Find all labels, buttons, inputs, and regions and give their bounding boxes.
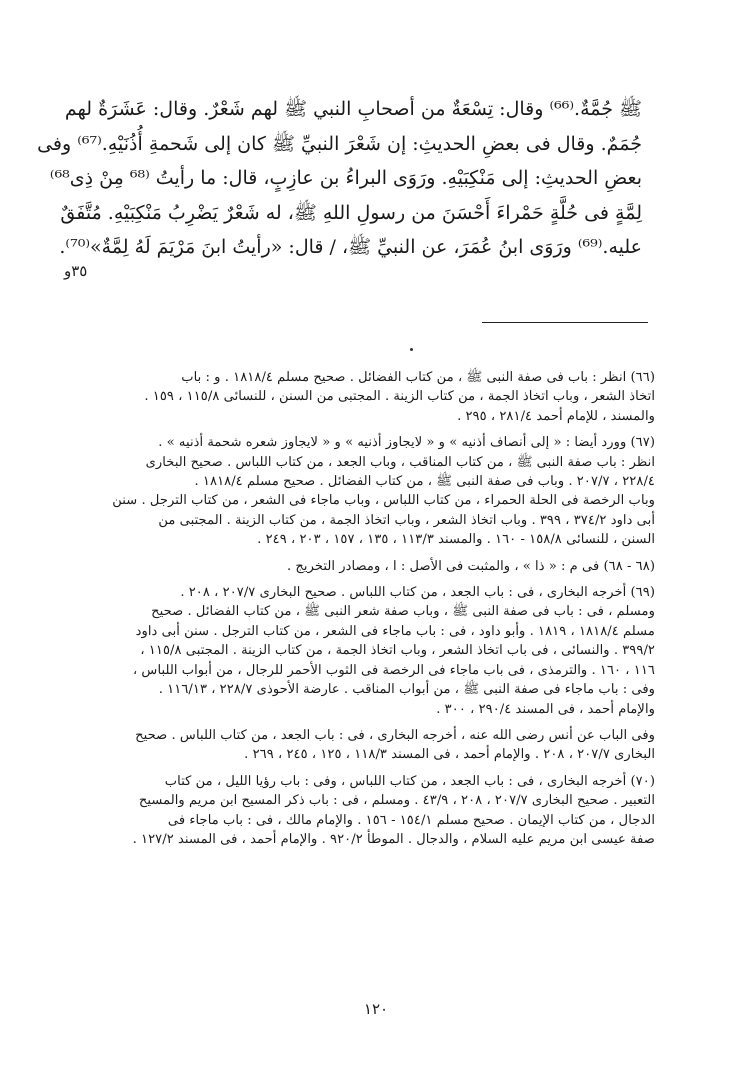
footnote-line: صفة عيسى ابن مريم عليه السلام ، والدجال . الموطأ ٩٢٠/٢ . والإمام أحمد ، فى المسند ١٢٧/٢ . — [132, 831, 655, 847]
footnote-line: السنن ، للنسائى ١٥٨/٨ - ١٦٠ . والمسند ١١٣/٣ ، ١٣٥ ، ١٥٧ ، ٢٠٣ ، ٢٤٩ . — [257, 532, 655, 548]
footnote-line: وفى : باب ماجاء فى صفة النبى ﷺ ، من أبواب المناقب . عارضة الأحوذى ٢٢٨/٧ ، ١١٦/١٣ . — [158, 682, 655, 698]
footnote-line: البخارى ٢٠٧/٧ ، ٢٠٨ . والإمام أحمد ، فى المسند ١١٨/٣ ، ١٢٥ ، ٢٤٥ ، ٢٦٩ . — [244, 747, 655, 763]
footnote-70 — [130, 772, 655, 850]
footnote-line: (٦٦) انظر : باب فى صفة النبى ﷺ ، من كتاب الفضائل . صحيح مسلم ١٨١٨/٤ . و : باب — [181, 370, 655, 385]
footnote-line: ٣٩٩/٢ . والنسائى ، فى باب اتخاذ الشعر ، وباب اتخاذ الجمة ، من كتاب الزينة . المجتبى ١١٥/٨ ، — [140, 643, 655, 659]
footnotes-block — [112, 368, 655, 856]
main-text-line: ﷺ جُمَّةٌ.⁽⁶⁶⁾ وقال: تِسْعَةٌ من أصحابِ النبي ﷺ لهم شَعْرٌ. وقال: عَشَرَةٌ لهم — [64, 98, 642, 120]
folio-margin-note: ٣٥و — [64, 262, 88, 280]
footnote-divider — [482, 322, 648, 323]
footnote-line: (٦٨ - ٦٨) فى م : « ذا » ، والمثبت فى الأصل : ا ، ومصادر التخريج . — [287, 558, 655, 574]
footnote-line: ١١٦ ، ١٦٠ . والترمذى ، فى باب ماجاء فى الرخصة فى الثوب الأحمر للرجال ، من أبواب اللباس ، — [132, 662, 655, 678]
footnote-line: ومسلم ، فى : باب فى صفة النبى ﷺ ، وباب صفة شعر النبى ﷺ ، من كتاب الفضائل . صحيح — [151, 604, 655, 620]
footnote-line: (٦٩) أخرجه البخارى ، فى : باب الجعد ، من كتاب اللباس . صحيح البخارى ٢٠٧/٧ ، ٢٠٨ . — [180, 585, 655, 601]
footnote-line: أبى داود ٣٧٤/٢ ، ٣٩٩ . وباب اتخاذ الشعر ، وباب اتخاذ الجمة ، من كتاب الزينة . المجتبى من — [158, 512, 655, 528]
footnote-69-continued — [130, 726, 655, 765]
footnote-line: التعبير . صحيح البخارى ٢٠٧/٧ ، ٢٠٨ ، ٤٣/٩ . ومسلم ، فى : باب ذكر المسيح ابن مريم والمسيح — [138, 793, 655, 809]
main-text-line: لِمَّةٍ فى حُلَّةٍ حَمْراءَ أَحْسَنَ من رسولِ اللهِ ﷺ، له شَعْرٌ يَضْرِبُ مَنْكِبَيْهِ. مُتَّفَقٌ — [60, 201, 642, 224]
ink-dot — [410, 348, 413, 351]
footnote-line: الدجال ، من كتاب الإيمان . صحيح مسلم ١٥٤/١ - ١٥٦ . والإمام مالك ، فى : باب ماجاء فى — [167, 812, 655, 828]
footnote-line: وفى الباب عن أنس رضى الله عنه ، أخرجه البخارى ، فى : باب الجعد ، من كتاب اللباس . صحيح — [135, 727, 655, 743]
main-text-block — [37, 92, 642, 265]
page-number: ١٢٠ — [363, 1000, 389, 1018]
footnote-line: انظر : باب صفة النبى ﷺ ، من كتاب المناقب ، وباب الجعد ، من كتاب اللباس . صحيح البخارى — [145, 454, 655, 470]
footnote-line: ٢٢٨/٤ ، ٢٠٧/٧ . وباب فى صفة النبى ﷺ ، من كتاب الفضائل . صحيح مسلم ١٨١٨/٤ . — [194, 474, 655, 490]
main-text-line: عليه.⁽⁶⁹⁾ ورَوَى ابنُ عُمَرَ، عن النبيِّ ﷺ، / قال: «رأيتُ ابنَ مَرْيَمَ لَهُ لِمَّةٌ»⁽⁷⁰⁾. — [59, 236, 642, 258]
footnote-line: اتخاذ الشعر ، وباب اتخاذ الجمة ، من كتاب الزينة . المجتبى من السنن ، للنسائى ١١٥/٨ ، ١٥٩ . — [144, 389, 655, 405]
footnote-66 — [130, 368, 655, 426]
main-text-line: بعضِ الحديثِ: إلى مَنْكِبَيْهِ. ورَوَى البراءُ بن عازِبٍ، قال: ما رأيتُ ⁽⁶⁸ مِنْ ذِى⁶⁸⁾ — [49, 167, 642, 189]
footnote-line: (٧٠) أخرجه البخارى ، فى : باب الجعد ، من كتاب اللباس ، وفى : باب رؤيا الليل ، من كتاب — [164, 773, 655, 789]
footnote-line: والمسند ، للإمام أحمد ٢٨١/٤ ، ٢٩٥ . — [457, 408, 655, 424]
footnote-line: وباب الرخصة فى الحلة الحمراء ، من كتاب اللباس ، وباب ماجاء فى الشعر ، من كتاب الترجل . سنن — [112, 493, 655, 509]
footnote-line: والإمام أحمد ، فى المسند ٢٩٠/٤ ، ٣٠٠ . — [436, 701, 655, 717]
footnote-67 — [112, 433, 655, 549]
footnote-68 — [130, 557, 655, 576]
main-text-line: جُمَمٌ. وقال فى بعضِ الحديثِ: إن شَعْرَ النبيِّ ﷺ كان إلى شَحمةِ أُذُنَيْهِ.⁽⁶⁷⁾ وفى — [37, 132, 642, 155]
footnote-line: مسلم ١٨١٨/٤ ، ١٨١٩ . وأبو داود ، فى : باب ماجاء فى الشعر ، من كتاب الترجل . سنن أبى داود — [135, 623, 655, 639]
footnote-69 — [130, 583, 655, 719]
footnote-line: (٦٧) وورد أيضا : « إلى أنصاف أذنيه » و « لايجاوز أذنيه » و « لايجاوز شعره شحمة أذنيه » . — [158, 435, 655, 451]
